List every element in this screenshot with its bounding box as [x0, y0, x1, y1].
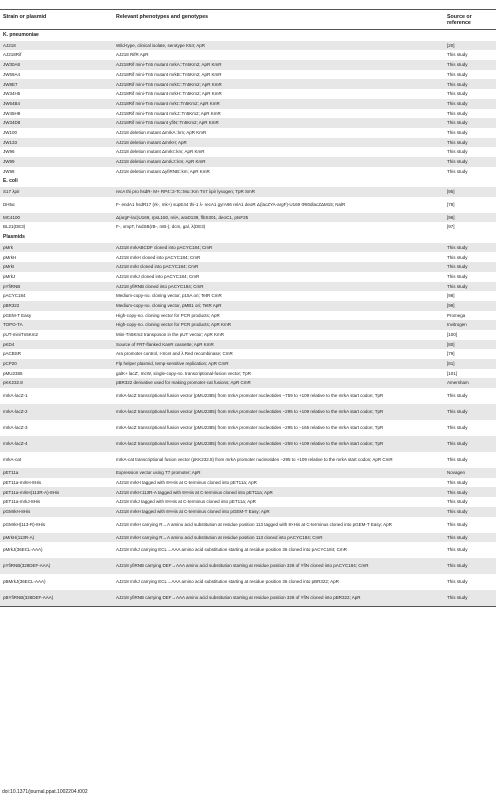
cell-source: [81]: [444, 359, 496, 369]
cell-name: mrkA-lacZ-1: [3, 393, 28, 399]
cell-name: pMrkH: [3, 254, 17, 260]
cell-genotype: AJ218Rif mini-Tn5 mutant mrkA::Tn5Km2; ApR KmR: [113, 60, 444, 70]
table-row: [0, 436, 496, 452]
cell-genotype: AJ218 mrkABCDF cloned into pACYC184; CmR: [113, 243, 444, 253]
cell-genotype: Medium-copy-no. cloning vector, p15A ori; TetR CmR: [116, 293, 222, 299]
table-row: [0, 222, 496, 232]
cell-genotype: AJ218 mrkH cloned into pACYC184; CmR: [116, 254, 201, 260]
table-row: [0, 157, 496, 167]
cell-name: mrkA-lacZ-3: [3, 425, 28, 431]
cell-source: This study: [444, 487, 496, 497]
table-row: [0, 420, 496, 436]
table-row: [0, 590, 496, 607]
cell-name: pMU2385: [3, 370, 23, 376]
cell-genotype: Medium-copy-no. cloning vector, pMB1 ori; TetR ApR: [113, 301, 444, 311]
cell-genotype: AJ218 mrkJ cloned into pACYC184; CmR: [116, 273, 200, 279]
cell-name: mrkA-cat: [3, 457, 21, 463]
cell-name: pACBSR: [3, 351, 22, 357]
cell-source: This study: [444, 157, 496, 167]
table-row: [0, 272, 496, 282]
cell-source: This study: [447, 168, 468, 174]
strains-plasmids-table: [0, 9, 496, 607]
cell-genotype: Δ(argF-lac)U169, rpsL150, relA, araD139, flbS301, deoC1, ptsF25: [113, 213, 444, 223]
cell-name: JW96: [3, 149, 15, 155]
cell-name: pACYC184: [3, 293, 26, 299]
cell-genotype: AJ218 mrkJ carrying ECL→AAA amino acid substitution starting at residue position 36 cloned into pBR322; ApR: [116, 579, 339, 585]
cell-name: AJ218Rif: [3, 52, 22, 58]
cell-genotype: F- endA1 hsdR17 (rk-, mk+) supE44 thi-1 λ- recA1 gyrA96 relA1 deoR Δ(lacZYA-argF)-U169 Φ80dlacZΔM15; NalR: [116, 201, 346, 207]
table-row: [0, 252, 496, 262]
header-strain: Strain or plasmid: [0, 10, 113, 30]
table-row: [0, 70, 496, 80]
cell-source: This study: [444, 404, 496, 420]
cell-name: E. coli: [3, 177, 18, 184]
cell-name: pMrkJ: [3, 273, 16, 279]
cell-name: DH5α: [3, 201, 15, 207]
cell-source: This study: [447, 499, 468, 505]
cell-source: This study: [444, 60, 496, 70]
table-row: [0, 507, 496, 517]
cell-name: pET11a-mrkJ-8His: [3, 499, 41, 505]
cell-source: [444, 176, 496, 187]
cell-name: pMrkH(113R-A): [0, 533, 113, 543]
table-row: [0, 517, 496, 533]
cell-genotype: AJ218 mrkJ carrying ECL→AAA amino acid substitution starting at residue position 36 cloned into pACYC184; CmR: [116, 547, 347, 553]
cell-name: JW8E7: [0, 79, 113, 89]
cell-source: This study: [444, 533, 496, 543]
cell-genotype: AJ218 deletion mutant ΔmrkA::km; ApR KmR: [116, 129, 207, 135]
cell-source: [80]: [444, 340, 496, 350]
cell-genotype: AJ218 yfiRNB carrying DEF→AAA amino acid substitution starting at residue position 328 of YfiN cloned into pBR322; ApR: [113, 590, 444, 607]
cell-name: mrkA-lacZ-4: [0, 436, 113, 452]
table-row: [0, 282, 496, 292]
cell-name: JW100: [3, 129, 18, 135]
cell-name: pET11a-mrkH-8His: [3, 479, 42, 485]
cell-source: This study: [447, 71, 468, 77]
cell-name: JW64B4: [0, 99, 113, 109]
table-row: [0, 138, 496, 148]
cell-name: MC4100: [0, 213, 113, 223]
table-body: [0, 30, 496, 607]
cell-genotype: High-copy-no. cloning vector for PCR products; ApR KmR: [113, 320, 444, 330]
cell-source: This study: [447, 425, 468, 431]
table-row: [0, 99, 496, 109]
cell-source: This study: [447, 457, 468, 463]
table-row: [0, 213, 496, 223]
table-row: [0, 388, 496, 404]
cell-genotype: [113, 30, 444, 41]
cell-source: This study: [447, 110, 468, 116]
cell-name: mrkA-lacZ-2: [0, 404, 113, 420]
cell-genotype: AJ218 mrkH tagged with 8×His at C-terminus cloned into pET11a; ApR: [116, 479, 257, 485]
table-row: [0, 60, 496, 70]
cell-name: pKD4: [0, 340, 113, 350]
table-row: [0, 320, 496, 330]
cell-genotype: F-, ompT, hsdSB(rB-, mB-), dcm, gal, λ(DE3): [116, 224, 206, 230]
table-row: [0, 574, 496, 590]
section-row: [0, 232, 496, 243]
cell-source: This study: [444, 436, 496, 452]
cell-source: [98]: [447, 293, 455, 299]
cell-genotype: Flp helper plasmid, temp-sensitive replication; ApR CmR: [113, 359, 444, 369]
cell-source: [78]: [447, 201, 455, 207]
cell-source: [100]: [447, 332, 458, 338]
cell-genotype: mrkA-lacZ transcriptional fusion vector (pMU2385) from mrkA promoter nucleotides −295 to +109 relative to the mrkA start codon; TpR: [113, 404, 444, 420]
cell-genotype: AJ218 deletion mutant ΔyfiRNB::km; ApR KmR: [116, 168, 210, 174]
table-row: [0, 359, 496, 369]
cell-genotype: Wild-type, clinical isolate, serotype K54; ApR: [113, 41, 444, 51]
cell-source: This study: [447, 547, 468, 553]
header-phenotype: Relevant phenotypes and genotypes: [113, 10, 444, 30]
table-row: [0, 378, 496, 388]
cell-source: This study: [447, 52, 468, 58]
cell-name: pBR322: [0, 301, 113, 311]
cell-source: This study: [447, 273, 468, 279]
cell-genotype: pBR322 derivative used for making promoter-cat fusions; ApR CmR: [113, 378, 444, 388]
cell-source: Invitrogen: [444, 320, 496, 330]
cell-genotype: mrkA-lacZ transcriptional fusion vector (pMU2385) from mrkA promoter nucleotides −259 to +109 relative to the mrkA start codon; TpR: [113, 436, 444, 452]
cell-genotype: AJ218 mrkI cloned into pACYC184; CmR: [113, 262, 444, 272]
cell-genotype: Expression vector using T7 promoter; ApR: [113, 468, 444, 478]
table-row: [0, 262, 496, 272]
cell-name: JW34D8: [0, 118, 113, 128]
cell-source: This study: [444, 243, 496, 253]
cell-name: TOPO-TA: [0, 320, 113, 330]
table-row: [0, 41, 496, 51]
cell-name: pYfiRNB: [0, 282, 113, 292]
table-row: [0, 330, 496, 340]
cell-name: AJ218: [0, 41, 113, 51]
cell-source: This study: [444, 558, 496, 574]
cell-source: Amersham: [444, 378, 496, 388]
cell-source: [97]: [447, 224, 455, 230]
table-row: [0, 369, 496, 379]
cell-name: pBYfiRNB(328DEF-AAA): [0, 590, 113, 607]
cell-genotype: High-copy-no. cloning vector for PCR products; ApR: [116, 312, 220, 318]
cell-genotype: AJ218Rif mini-Tn5 mutant mrkI::Tn5Km2; ApR KmR: [113, 99, 444, 109]
table-row: [0, 197, 496, 213]
cell-name: BL21(DE3): [3, 224, 26, 230]
cell-genotype: AJ218 deletion mutant ΔmrkH; ApR: [113, 138, 444, 148]
cell-source: This study: [447, 521, 468, 527]
cell-name: JW30A8: [0, 60, 113, 70]
table-row: [0, 147, 496, 157]
table-row: [0, 291, 496, 301]
table-row: [0, 311, 496, 321]
cell-source: Promega: [447, 312, 466, 318]
cell-source: This study: [447, 254, 468, 260]
cell-genotype: Mini-Tn5Km2 transposon in the pUT vector; ApR KmR: [116, 332, 224, 338]
cell-genotype: AJ218Rif mini-Tn5 mutant yfiN::Tn5Km2; ApR KmR: [113, 118, 444, 128]
cell-source: [96]: [444, 213, 496, 223]
cell-name: pGMrkH(113-R)-8His: [3, 521, 46, 527]
table-row: [0, 497, 496, 507]
cell-source: Novagen: [444, 468, 496, 478]
cell-source: This study: [444, 590, 496, 607]
cell-genotype: mrkA-cat transcriptional fusion vector (pKK232.8) from mrkA promoter nucleotides −295 to +109 relative to the mrkA start codon; ApR CmR: [116, 457, 393, 463]
cell-name: pMrk: [0, 243, 113, 253]
cell-genotype: AJ218 yfiRNB carrying DEF→AAA amino acid substitution starting at residue position 328 of YfiN cloned into pACYC184; CmR: [113, 558, 444, 574]
cell-genotype: AJ218 mrkH tagged with 8×His at C-terminus cloned into pGEM-T Easy; ApR: [113, 507, 444, 517]
cell-source: [99]: [444, 301, 496, 311]
header-source: Source or reference: [444, 10, 496, 30]
cell-source: [79]: [447, 351, 455, 357]
cell-source: This study: [447, 479, 468, 485]
cell-source: This study: [444, 138, 496, 148]
table-row: [0, 187, 496, 197]
table-row: [0, 487, 496, 497]
cell-genotype: mrkA-lacZ transcriptional fusion vector (pMU2385) from mrkA promoter nucleotides −295 to −165 relative to the mrkA start codon; TpR: [116, 425, 384, 431]
cell-source: This study: [444, 507, 496, 517]
cell-name: JW98: [3, 168, 15, 174]
cell-source: This study: [447, 129, 468, 135]
cell-name: pBMrkJ(36ECL-AAA): [3, 579, 46, 585]
table-row: [0, 167, 496, 177]
table-row: [0, 468, 496, 478]
section-row: [0, 30, 496, 41]
table-row: [0, 533, 496, 543]
cell-source: [444, 232, 496, 243]
table-row: [0, 128, 496, 138]
cell-genotype: Ara promoter control, I-SceI and λ Red recombinase; CmR: [116, 351, 233, 357]
table-header-row: [0, 10, 496, 30]
cell-name: S17 λpir: [0, 187, 113, 197]
cell-name: JW45H9: [3, 110, 21, 116]
cell-name: pCP20: [0, 359, 113, 369]
cell-source: This study: [444, 99, 496, 109]
table-row: [0, 118, 496, 128]
table-row: [0, 89, 496, 99]
table-row: [0, 452, 496, 468]
cell-source: This study: [447, 393, 468, 399]
cell-name: pMrkJ(36ECL-AAA): [3, 547, 43, 553]
cell-source: [101]: [447, 370, 458, 376]
cell-source: [95]: [444, 187, 496, 197]
cell-genotype: AJ218 mrkH:113R-A tagged with 8×His at C-terminus cloned into pET11a; ApR: [113, 487, 444, 497]
cell-source: This study: [444, 118, 496, 128]
cell-name: pUT-miniTn5Km2: [3, 332, 39, 338]
cell-genotype: AJ218 mrkH carrying R→A amino acid substitution at residue position 113 cloned into pACYC184; CmR: [113, 533, 444, 543]
cell-name: pMrkI: [0, 262, 113, 272]
table-row: [0, 243, 496, 253]
cell-genotype: AJ218 mrkJ tagged with 8×His at C-terminus cloned into pET11a; ApR: [116, 499, 256, 505]
cell-genotype: AJ218Rif mini-Tn5 mutant mrkH::Tn5Km2; ApR KmR: [116, 91, 222, 97]
doi-caption: doi:10.1371/journal.ppat.1002204.t002: [2, 789, 88, 795]
cell-name: JW69A4: [3, 71, 21, 77]
cell-source: [20]: [444, 41, 496, 51]
table-row: [0, 349, 496, 359]
cell-genotype: AJ218Rif mini-Tn5 mutant mrkJ::Tn5Km2; ApR KmR: [116, 110, 221, 116]
cell-name: pGEM-T Easy: [3, 312, 32, 318]
cell-genotype: [113, 176, 444, 187]
cell-source: This study: [447, 149, 468, 155]
cell-name: JW133: [0, 138, 113, 148]
cell-name: pYfiRNB(328DEF-AAA): [0, 558, 113, 574]
cell-name: pGMrkH-8His: [0, 507, 113, 517]
table-row: [0, 301, 496, 311]
cell-source: [444, 30, 496, 41]
table-row: [0, 558, 496, 574]
table-row: [0, 340, 496, 350]
cell-genotype: AJ218 deletion mutant ΔmrkJ::km; ApR KmR: [113, 157, 444, 167]
cell-name: JW34H5: [3, 91, 21, 97]
cell-genotype: recA thi pro hsdR- M+ RP4::2-Tc::Mu::Km Tn7 λpir lysogen; TpR SmR: [113, 187, 444, 197]
cell-source: This study: [444, 79, 496, 89]
cell-genotype: mrkA-lacZ transcriptional fusion vector (pMU2385) from mrkA promoter nucleotides −759 to +109 relative to the mrkA start codon; TpR: [116, 393, 384, 399]
cell-genotype: AJ218 RifR ApR: [116, 52, 149, 58]
cell-source: This study: [447, 91, 468, 97]
table-row: [0, 79, 496, 89]
cell-genotype: AJ218 yfiRNB cloned into pACYC184; CmR: [113, 282, 444, 292]
table-row: [0, 478, 496, 488]
cell-genotype: AJ218Rif mini-Tn5 mutant mrkC::Tn5Km2; ApR KmR: [113, 79, 444, 89]
section-row: [0, 176, 496, 187]
cell-genotype: galK+ lacZ', IncW, single-copy-no. transcriptional-fusion vector; TpR: [116, 370, 251, 376]
table-row: [0, 50, 496, 60]
cell-name: Plasmids: [3, 233, 25, 240]
table-row: [0, 542, 496, 558]
cell-genotype: AJ218Rif mini-Tn5 mutant mrkB::Tn5Km2; ApR KmR: [116, 71, 222, 77]
cell-name: pET11a: [0, 468, 113, 478]
cell-name: K. pneumoniae: [3, 31, 39, 38]
cell-source: This study: [444, 282, 496, 292]
table-row: [0, 109, 496, 119]
table-row: [0, 404, 496, 420]
cell-source: This study: [444, 262, 496, 272]
cell-source: This study: [447, 579, 468, 585]
cell-name: pKK232.8: [0, 378, 113, 388]
cell-genotype: AJ218 deletion mutant ΔmrkI::km; ApR KmR: [116, 149, 205, 155]
cell-name: JW99: [0, 157, 113, 167]
cell-genotype: [113, 232, 444, 243]
cell-name: pET11a-mrkH(113R-A)-8His: [0, 487, 113, 497]
cell-genotype: Source of FRT-flanked KanR cassette; ApR KmR: [113, 340, 444, 350]
cell-genotype: AJ218 mrkH carrying R→A amino acid substitution at residue position 113 tagged with 8×His at C-terminus cloned into pGEM-T Easy; ApR: [116, 521, 392, 527]
